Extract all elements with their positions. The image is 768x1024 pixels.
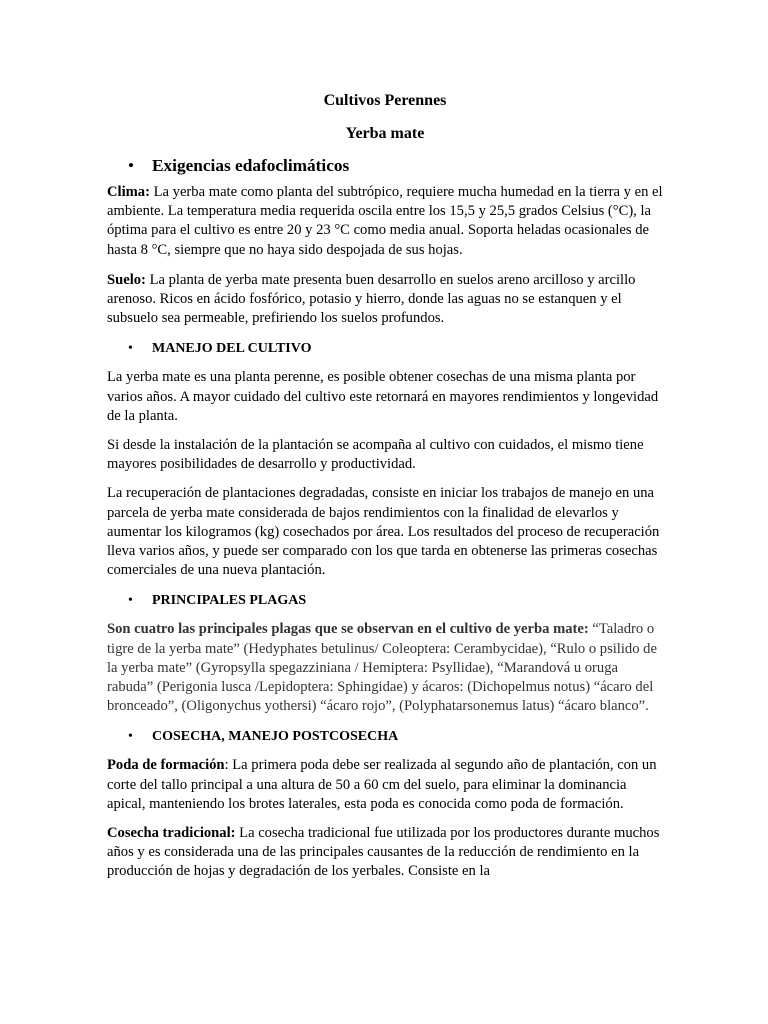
section-heading-exigencias	[107, 155, 663, 177]
paragraph-clima	[107, 183, 663, 260]
suelo-text: La planta de yerba mate presenta buen desarrollo en suelos areno arcilloso y arcillo arenoso. Ricos en ácido fosfórico, potasio y hierro, donde las aguas no se estanquen y el subsuelo sea permeable, prefiriendo los suelos profundos.	[107, 271, 636, 327]
section-heading-text: PRINCIPALES PLAGAS	[152, 593, 307, 609]
section-heading-text: Exigencias edafoclimáticos	[152, 156, 350, 175]
bullet-icon: •	[128, 729, 133, 745]
bullet-icon: •	[128, 156, 135, 175]
document-page	[107, 91, 663, 882]
section-heading-text: MANEJO DEL CULTIVO	[152, 341, 312, 357]
paragraph-poda	[107, 756, 663, 814]
plagas-lead: Son cuatro las principales plagas que se observan en el cultivo de yerba mate:	[107, 621, 589, 638]
paragraph-cosecha-tradicional	[107, 824, 663, 882]
bullet-icon: •	[128, 593, 133, 609]
cosecha-tradicional-text: La cosecha tradicional fue utilizada por los productores durante muchos años y es considerada una de las principales causantes de la reducción de rendimiento en la producción de hojas y degradación de los yerbales. Consiste en la	[107, 825, 660, 880]
section-heading-text: COSECHA, MANEJO POSTCOSECHA	[152, 729, 399, 745]
paragraph-plagas	[107, 620, 663, 716]
clima-text: La yerba mate como planta del subtrópico, requiere mucha humedad en la tierra y en el ambiente. La temperatura media requerida oscila entre los 15,5 y 25,5 grados Celsius (°C), la óptima para el cultivo es entre 20 y 23 °C como media anual. Soporta heladas ocasionales de hasta 8 °C, siempre que no haya sido despojada de sus hojas.	[107, 184, 663, 258]
paragraph-suelo	[107, 271, 663, 329]
poda-label: Poda de formación	[107, 757, 225, 774]
paragraph-manejo-1: La yerba mate es una planta perenne, es posible obtener cosechas de una misma planta por varios años. A mayor cuidado del cultivo este retornará en mayores rendimientos y longevidad de la planta.	[107, 369, 659, 424]
section-heading-cosecha	[107, 727, 663, 746]
section-heading-plagas	[107, 591, 663, 610]
plagas-text: “Taladro o tigre de la yerba mate” (Hedyphates betulinus/ Coleoptera: Cerambycidae), “Rulo o psilido de la yerba mate” (Gyropsylla spegazziniana / Hemiptera: Psyllidae), “Marandová u oruga rabuda” (Perigonia lusca /Lepidoptera: Sphingidae) y ácaros: (Dichopelmus notus) “ácaro del bronceado”, (Oligonychus yothersi) “ácaro rojo”, (Polyphatarsonemus latus) “ácaro blanco”.	[107, 621, 657, 715]
poda-text: : La primera poda debe ser realizada al segundo año de plantación, con un corte del tallo principal a una altura de 50 a 60 cm del suelo, para eliminar la dominancia apical, manteniendo los brotes laterales, esta poda es conocida como poda de formación.	[107, 757, 657, 812]
document-subtitle: Yerba mate	[345, 125, 425, 142]
bullet-icon: •	[128, 341, 133, 357]
clima-label: Clima:	[107, 184, 150, 200]
paragraph-manejo-2: Si desde la instalación de la plantación se acompaña al cultivo con cuidados, el mismo tiene mayores posibilidades de desarrollo y productividad.	[107, 437, 644, 473]
document-title: Cultivos Perennes	[323, 92, 447, 109]
paragraph-manejo-3: La recuperación de plantaciones degradadas, consiste en iniciar los trabajos de manejo en una parcela de yerba mate considerada de bajos rendimientos con la finalidad de elevarlos y aumentar los kilogramos (kg) cosechados por área. Los resultados del proceso de recuperación lleva varios años, y puede ser comparado con los que tarda en obtenerse las primeras cosechas comerciales de una nueva plantación.	[107, 485, 660, 579]
suelo-label: Suelo:	[107, 271, 146, 288]
section-heading-manejo	[107, 339, 663, 358]
cosecha-tradicional-label: Cosecha tradicional:	[107, 825, 236, 842]
